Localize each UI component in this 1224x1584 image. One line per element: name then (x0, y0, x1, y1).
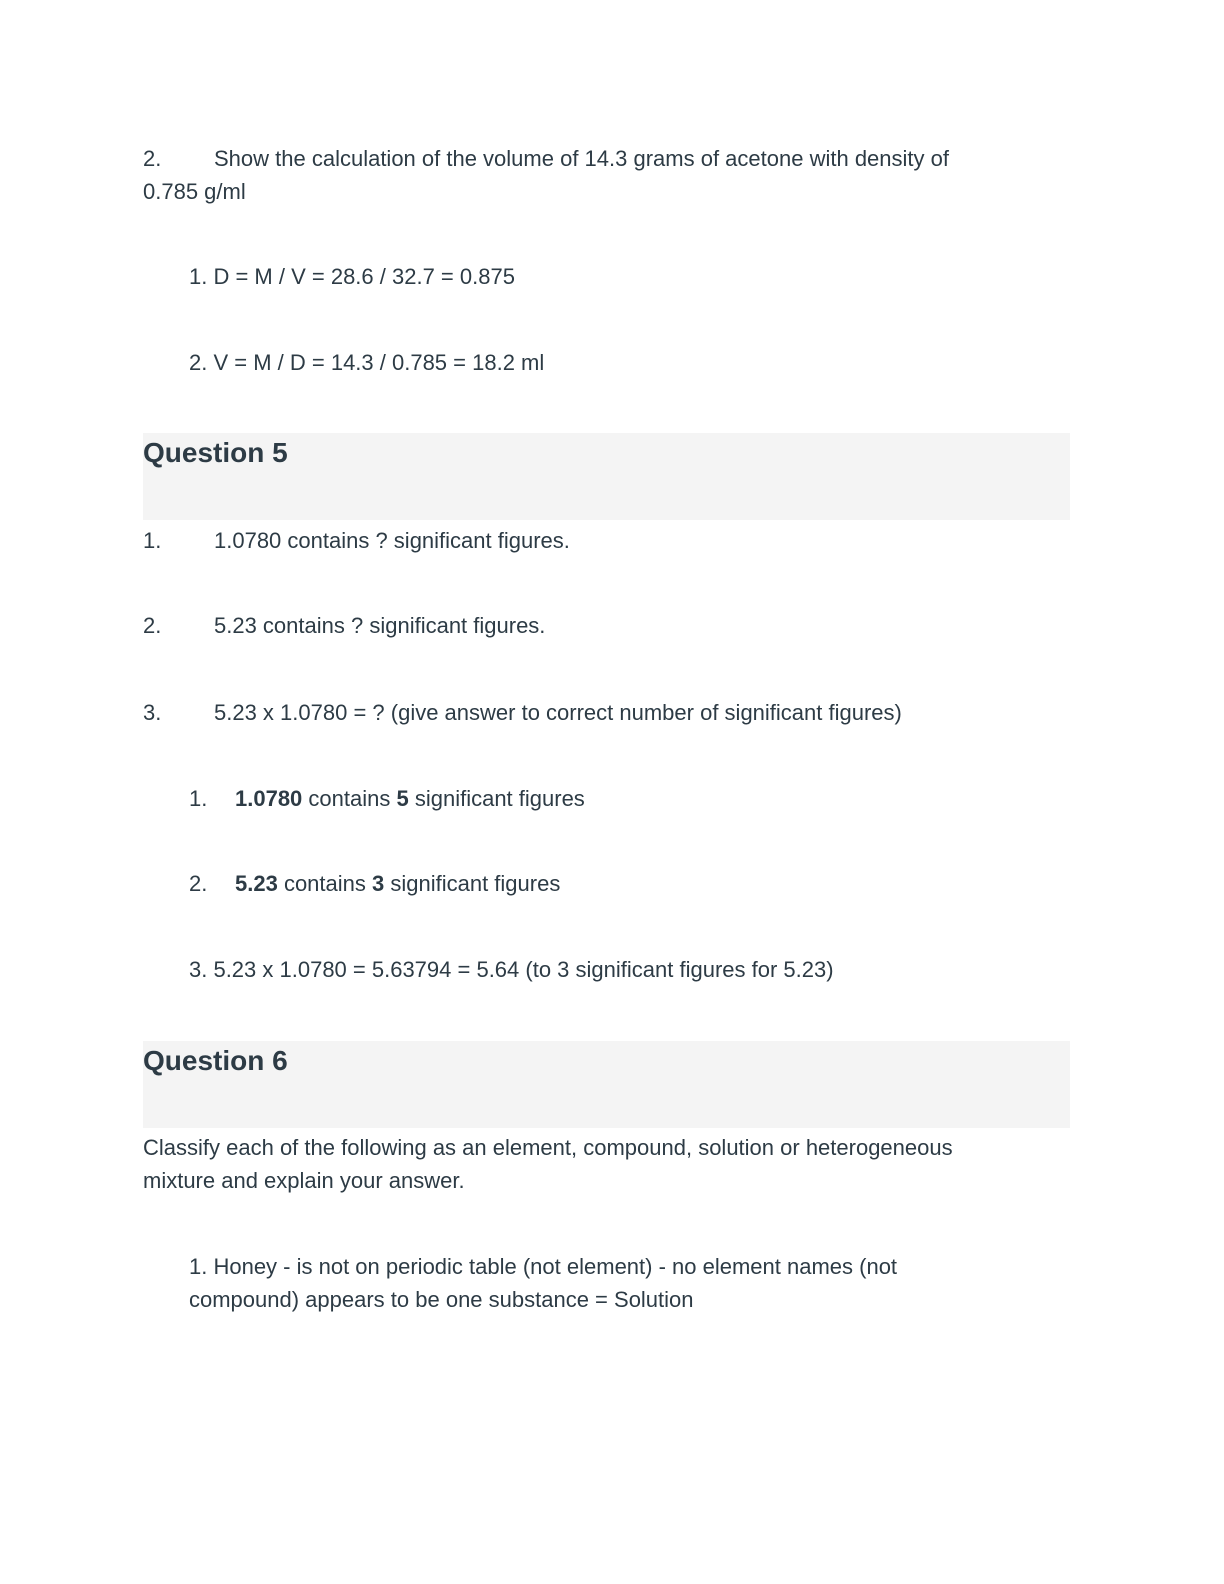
q5-answer-1-tail: significant figures (408, 786, 585, 811)
q5-answer-2-tail: significant figures (384, 871, 561, 896)
q6-prompt-line2: mixture and explain your answer. (143, 1168, 465, 1193)
q5-answer-1-count: 5 (396, 786, 409, 811)
q6-answer-line1: 1. Honey - is not on periodic table (not element) - no element names (not (189, 1254, 898, 1279)
question-6-header (143, 1041, 1070, 1128)
q5-answer-2-number: 2. (189, 871, 208, 896)
q6-answer-line2: compound) appears to be one substance = Solution (189, 1287, 694, 1312)
question-5-header (143, 433, 1070, 520)
q5-item-3-text: 5.23 x 1.0780 = ? (give answer to correct number of significant figures) (214, 700, 902, 725)
q5-answer-1-mid: contains (302, 786, 397, 811)
intro-answer-1: 1. D = M / V = 28.6 / 32.7 = 0.875 (189, 264, 515, 289)
q5-answer-1-number: 1. (189, 786, 208, 811)
q5-answer-2-count: 3 (372, 871, 385, 896)
q5-answer-1-value: 1.0780 (235, 786, 303, 811)
intro-item-text-line2: 0.785 g/ml (143, 179, 246, 204)
intro-item-continuation (143, 175, 246, 208)
q5-item-3-number: 3. (143, 700, 162, 725)
intro-item (143, 142, 1073, 175)
q5-item-1-number: 1. (143, 528, 162, 553)
intro-answer-2: 2. V = M / D = 14.3 / 0.785 = 18.2 ml (189, 350, 545, 375)
q6-prompt-line1: Classify each of the following as an element, compound, solution or heterogeneous (143, 1135, 953, 1160)
q5-item-1-text: 1.0780 contains ? significant figures. (214, 528, 570, 553)
question-6-title: Question 6 (143, 1045, 288, 1076)
intro-item-number: 2. (143, 146, 162, 171)
q5-answer-2-value: 5.23 (235, 871, 278, 896)
q5-answer-3: 3. 5.23 x 1.0780 = 5.63794 = 5.64 (to 3 significant figures for 5.23) (189, 957, 834, 982)
q5-answer-2-mid: contains (277, 871, 372, 896)
intro-item-text-line1: Show the calculation of the volume of 14.3 grams of acetone with density of (214, 146, 949, 171)
question-5-title: Question 5 (143, 437, 288, 468)
q5-item-2-number: 2. (143, 613, 162, 638)
q5-item-2-text: 5.23 contains ? significant figures. (214, 613, 546, 638)
